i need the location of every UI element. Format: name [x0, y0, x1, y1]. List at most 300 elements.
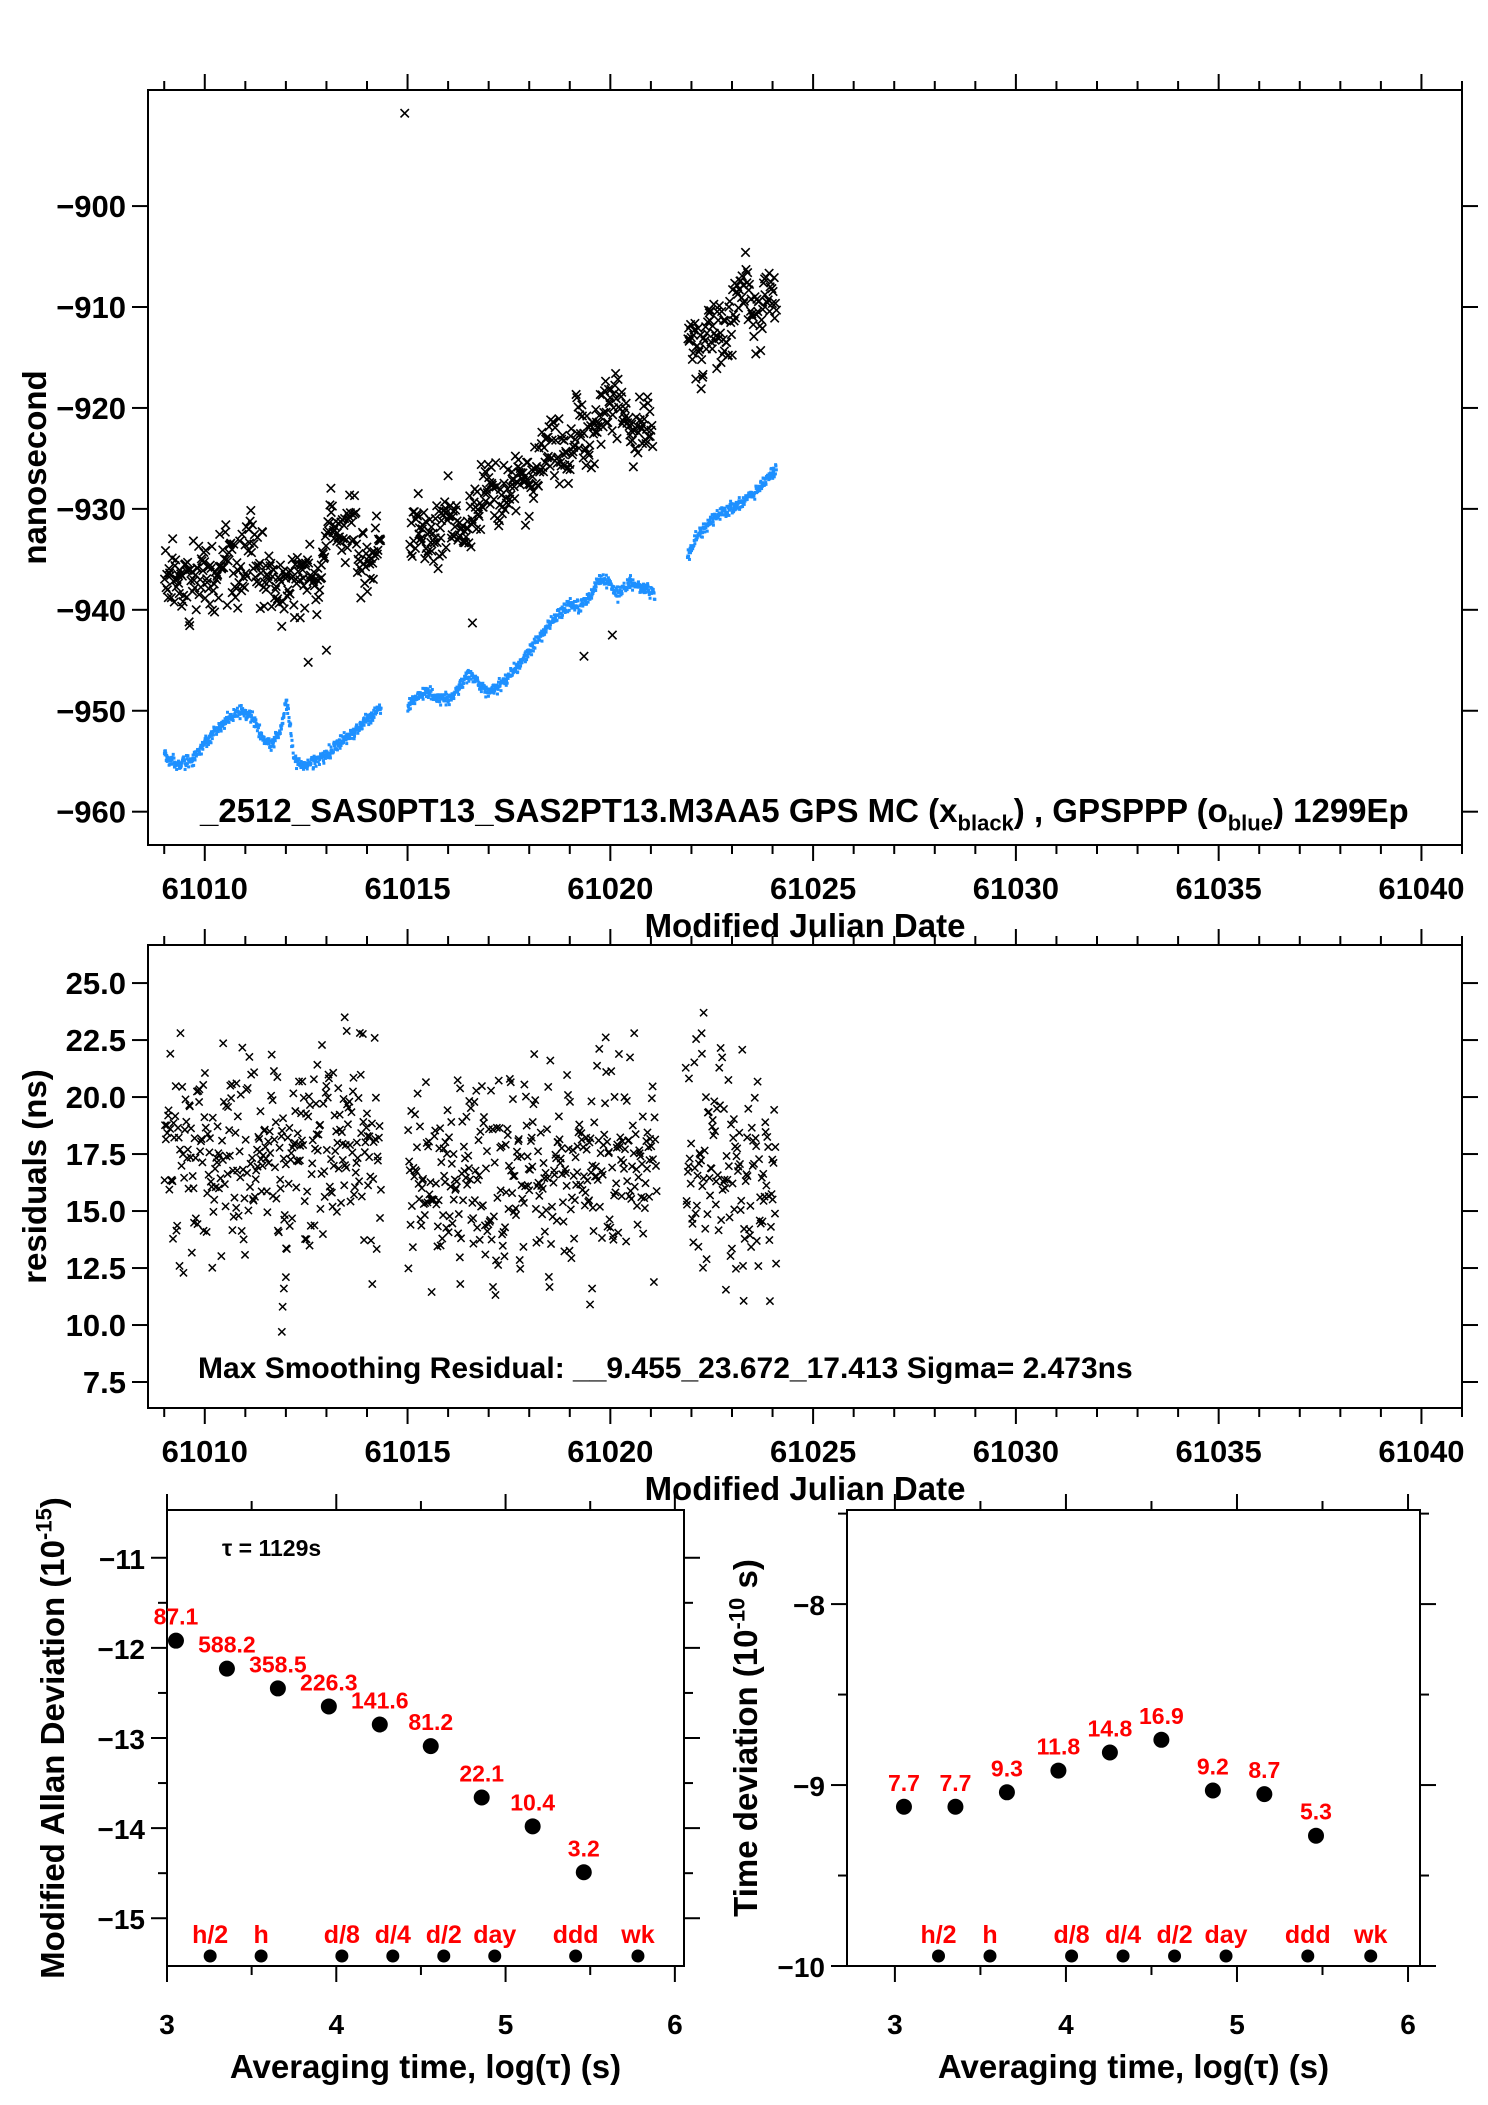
category-dot — [1117, 1950, 1130, 1963]
scatter-mark — [774, 464, 777, 467]
category-dot — [204, 1950, 217, 1963]
scatter-mark — [271, 1136, 278, 1143]
scatter-mark — [344, 1121, 351, 1128]
point-value-label: 11.8 — [1036, 1733, 1081, 1760]
category-dot — [335, 1950, 348, 1963]
scatter-mark — [197, 583, 205, 591]
scatter-mark — [574, 1169, 581, 1176]
x-tick-label: 5 — [1229, 2009, 1245, 2040]
category-label: d/8 — [323, 1921, 360, 1949]
scatter-mark — [172, 757, 175, 760]
scatter-mark — [634, 1221, 641, 1228]
scatter-mark — [314, 1061, 321, 1068]
scatter-mark — [563, 1182, 570, 1189]
scatter-mark — [541, 1228, 548, 1235]
scatter-mark — [733, 1153, 740, 1160]
y-axis-title: Modified Allan Deviation $(10^{-15})$ — [31, 1497, 71, 1979]
y-tick-label: −13 — [97, 1724, 145, 1755]
y-tick-label: 10.0 — [65, 1308, 126, 1344]
point-value-label: 5.3 — [1300, 1798, 1332, 1825]
scatter-mark — [408, 552, 416, 560]
scatter-mark — [595, 585, 598, 588]
scatter-mark — [471, 1197, 478, 1204]
scatter-mark — [413, 702, 416, 705]
scatter-mark — [642, 1180, 649, 1187]
point-value-label: 588.2 — [198, 1631, 256, 1658]
scatter-mark — [221, 1181, 228, 1188]
scatter-mark — [469, 1215, 476, 1222]
scatter-mark — [413, 1144, 420, 1151]
scatter-mark — [602, 1034, 609, 1041]
scatter-mark — [212, 733, 215, 736]
x-tick-label: 61040 — [1378, 1434, 1465, 1469]
scatter-mark — [422, 1079, 429, 1086]
scatter-mark — [335, 1085, 342, 1092]
scatter-mark — [763, 1182, 770, 1189]
scatter-mark — [277, 1176, 284, 1183]
scatter-mark — [218, 1137, 225, 1144]
scatter-mark — [252, 1176, 259, 1183]
scatter-mark — [463, 1113, 470, 1120]
scatter-mark — [244, 1169, 251, 1176]
y-tick-label: −14 — [97, 1814, 145, 1846]
scatter-mark — [582, 603, 585, 606]
scatter-mark — [166, 1186, 173, 1193]
category-label: wk — [621, 1921, 655, 1949]
scatter-mark — [281, 722, 284, 725]
scatter-mark — [432, 1180, 439, 1187]
scatter-mark — [377, 1186, 384, 1193]
scatter-mark — [568, 609, 571, 612]
scatter-mark — [769, 287, 777, 295]
scatter-mark — [357, 1071, 364, 1078]
scatter-mark — [361, 727, 364, 730]
y-axis-title: Time deviation ($10^{-10}$ s) — [724, 1559, 764, 1917]
scatter-mark — [263, 736, 266, 739]
scatter-mark — [405, 1127, 412, 1134]
scatter-mark — [719, 1054, 726, 1061]
scatter-mark — [373, 1245, 380, 1252]
plot-frame — [148, 945, 1462, 1408]
scatter-mark — [176, 1262, 183, 1269]
scatter-mark — [264, 1209, 271, 1216]
scatter-mark — [329, 756, 332, 759]
scatter-mark — [276, 1144, 283, 1151]
scatter-mark — [467, 543, 475, 551]
scatter-mark — [722, 1185, 729, 1192]
scatter-mark — [644, 1129, 651, 1136]
scatter-mark — [318, 1041, 325, 1048]
scatter-mark — [626, 588, 629, 591]
scatter-mark — [525, 512, 533, 520]
scatter-mark — [621, 592, 624, 595]
scatter-mark — [295, 767, 298, 770]
scatter-mark — [700, 1009, 707, 1016]
scatter-mark — [322, 646, 330, 654]
scatter-mark — [343, 1164, 350, 1171]
residual-note: Max Smoothing Residual: __9.455_23.672_17.413 Sigma= 2.473ns — [198, 1352, 1133, 1385]
category-label: ddd — [552, 1921, 599, 1949]
point-value-label: 87.1 — [153, 1603, 199, 1630]
scatter-mark — [187, 1125, 194, 1132]
category-dot — [1065, 1950, 1078, 1963]
scatter-mark — [279, 732, 282, 735]
scatter-mark — [202, 1124, 209, 1131]
scatter-mark — [318, 763, 321, 766]
scatter-mark — [226, 711, 229, 714]
scatter-mark — [746, 498, 749, 501]
scatter-mark — [516, 670, 519, 673]
scatter-mark — [232, 719, 235, 722]
scatter-mark — [623, 582, 626, 585]
x-axis-title: Modified Julian Date — [644, 907, 966, 944]
scatter-mark — [343, 731, 346, 734]
point-value-label: 22.1 — [459, 1760, 505, 1787]
scatter-mark — [484, 695, 487, 698]
scatter-mark — [629, 463, 637, 471]
scatter-mark — [291, 744, 294, 747]
scatter-mark — [429, 685, 432, 688]
scatter-mark — [652, 1162, 659, 1169]
scatter-mark — [192, 606, 200, 614]
scatter-mark — [416, 1123, 423, 1130]
scatter-mark — [536, 1192, 543, 1199]
scatter-mark — [449, 1220, 456, 1227]
scatter-mark — [333, 1208, 340, 1215]
scatter-mark — [222, 1203, 229, 1210]
scatter-mark — [567, 425, 575, 433]
scatter-mark — [301, 1198, 308, 1205]
scatter-mark — [560, 1218, 567, 1225]
data-point — [1205, 1782, 1221, 1798]
scatter-mark — [448, 1160, 455, 1167]
scatter-mark — [644, 399, 652, 407]
scatter-mark — [448, 1118, 455, 1125]
scatter-mark — [460, 1143, 467, 1150]
scatter-mark — [586, 441, 594, 449]
scatter-mark — [698, 1050, 705, 1057]
scatter-mark — [373, 716, 376, 719]
scatter-mark — [521, 521, 529, 529]
scatter-mark — [653, 1187, 660, 1194]
scatter-mark — [587, 601, 590, 604]
scatter-mark — [774, 472, 777, 475]
scatter-mark — [199, 1159, 206, 1166]
scatter-mark — [257, 726, 260, 729]
scatter-mark — [314, 593, 322, 601]
data-point — [372, 1716, 388, 1732]
scatter-mark — [550, 1179, 557, 1186]
scatter-mark — [755, 1262, 762, 1269]
scatter-mark — [220, 730, 223, 733]
scatter-mark — [256, 729, 259, 732]
scatter-mark — [314, 1147, 321, 1154]
scatter-mark — [183, 1118, 190, 1125]
scatter-mark — [549, 624, 552, 627]
y-tick-label: −930 — [56, 491, 126, 527]
y-axis-title: nanosecond — [16, 370, 53, 565]
scatter-mark — [635, 393, 643, 401]
scatter-mark — [290, 734, 293, 737]
deviation-points — [154, 1604, 600, 1881]
scatter-mark — [287, 707, 290, 710]
scatter-mark — [564, 479, 572, 487]
series-residuals — [161, 1009, 780, 1335]
scatter-mark — [631, 1030, 638, 1037]
scatter-mark — [563, 1071, 570, 1078]
scatter-mark — [438, 1159, 445, 1166]
scatter-mark — [309, 1160, 316, 1167]
y-axis-title: residuals (ns) — [16, 1069, 53, 1284]
scatter-mark — [336, 748, 339, 751]
scatter-mark — [745, 1105, 752, 1112]
x-tick-label: 61015 — [364, 871, 451, 906]
scatter-mark — [720, 1105, 727, 1112]
scatter-mark — [409, 1244, 416, 1251]
scatter-mark — [491, 459, 499, 467]
scatter-mark — [211, 1196, 218, 1203]
scatter-mark — [477, 1128, 484, 1135]
scatter-mark — [168, 535, 176, 543]
scatter-mark — [737, 1206, 744, 1213]
scatter-mark — [350, 1074, 357, 1081]
scatter-mark — [494, 1194, 501, 1201]
scatter-mark — [454, 1077, 461, 1084]
scatter-mark — [351, 1183, 358, 1190]
scatter-mark — [488, 1236, 495, 1243]
scatter-mark — [240, 704, 243, 707]
scatter-mark — [653, 598, 656, 601]
axis-ticks — [831, 1494, 1436, 1982]
scatter-mark — [716, 1064, 723, 1071]
scatter-mark — [583, 1146, 590, 1153]
scatter-mark — [257, 1108, 264, 1115]
point-value-label: 358.5 — [249, 1651, 307, 1678]
scatter-mark — [504, 1131, 511, 1138]
scatter-mark — [591, 1119, 598, 1126]
scatter-mark — [439, 1235, 446, 1242]
scatter-mark — [476, 677, 479, 680]
data-point — [474, 1789, 490, 1805]
scatter-mark — [640, 1230, 647, 1237]
scatter-mark — [553, 1217, 560, 1224]
scatter-mark — [623, 1097, 630, 1104]
scatter-mark — [316, 1121, 323, 1128]
scatter-mark — [480, 690, 483, 693]
scatter-mark — [446, 1213, 453, 1220]
scatter-mark — [355, 550, 363, 558]
x-tick-label: 61030 — [972, 1434, 1059, 1469]
scatter-mark — [233, 1204, 240, 1211]
scatter-mark — [555, 480, 563, 488]
scatter-mark — [326, 751, 329, 754]
scatter-mark — [217, 1175, 224, 1182]
scatter-mark — [620, 1165, 627, 1172]
scatter-mark — [288, 1215, 295, 1222]
scatter-mark — [536, 1236, 543, 1243]
scatter-mark — [475, 1137, 482, 1144]
scatter-mark — [161, 1177, 168, 1184]
scatter-mark — [204, 1190, 211, 1197]
scatter-mark — [770, 314, 778, 322]
scatter-mark — [534, 482, 542, 490]
scatter-mark — [593, 1062, 600, 1069]
scatter-mark — [282, 716, 285, 719]
scatter-mark — [631, 589, 634, 592]
scatter-mark — [601, 377, 609, 385]
scatter-mark — [752, 350, 760, 358]
scatter-mark — [534, 1148, 541, 1155]
scatter-mark — [775, 468, 778, 471]
scatter-mark — [235, 1212, 242, 1219]
x-tick-label: 61030 — [972, 871, 1059, 906]
scatter-mark — [491, 1159, 498, 1166]
scatter-mark — [588, 1098, 595, 1105]
scatter-mark — [305, 1113, 312, 1120]
x-tick-label: 61025 — [770, 871, 857, 906]
category-dot — [569, 1950, 582, 1963]
scatter-mark — [635, 1174, 642, 1181]
scatter-mark — [728, 1245, 735, 1252]
x-tick-label: 61020 — [567, 1434, 654, 1469]
category-dot — [437, 1950, 450, 1963]
category-dot — [386, 1950, 399, 1963]
scatter-mark — [689, 1220, 696, 1227]
scatter-mark — [234, 1113, 241, 1120]
category-label: h/2 — [920, 1921, 957, 1949]
category-label: day — [1204, 1921, 1248, 1949]
scatter-mark — [184, 1146, 191, 1153]
category-dot — [631, 1950, 644, 1963]
scatter-mark — [771, 1106, 778, 1113]
scatter-mark — [626, 1054, 633, 1061]
scatter-mark — [341, 1182, 348, 1189]
scatter-mark — [582, 1189, 589, 1196]
scatter-mark — [304, 1188, 311, 1195]
x-tick-label: 4 — [328, 2009, 345, 2040]
scatter-mark — [341, 1014, 348, 1021]
scatter-mark — [545, 631, 548, 634]
scatter-mark — [223, 727, 226, 730]
scatter-mark — [526, 655, 529, 658]
point-value-label: 14.8 — [1087, 1715, 1133, 1742]
y-tick-label: 22.5 — [65, 1023, 126, 1059]
scatter-mark — [441, 1172, 448, 1179]
scatter-mark — [489, 1283, 496, 1290]
scatter-mark — [337, 1199, 344, 1206]
scatter-mark — [181, 1126, 188, 1133]
scatter-mark — [726, 1214, 733, 1221]
scatter-mark — [529, 1163, 536, 1170]
scatter-mark — [317, 1205, 324, 1212]
scatter-mark — [234, 604, 242, 612]
scatter-mark — [506, 682, 509, 685]
scatter-mark — [561, 614, 564, 617]
y-tick-label: −15 — [97, 1904, 145, 1936]
scatter-mark — [608, 631, 616, 639]
scatter-mark — [310, 762, 313, 765]
scatter-mark — [322, 762, 325, 765]
scatter-mark — [353, 735, 356, 738]
scatter-mark — [174, 1124, 181, 1131]
scatter-mark — [598, 1234, 605, 1241]
x-tick-label: 3 — [159, 2009, 175, 2040]
scatter-mark — [240, 1236, 247, 1243]
scatter-mark — [414, 1090, 421, 1097]
x-tick-label: 3 — [887, 2009, 903, 2040]
y-tick-label: −9 — [793, 1771, 825, 1803]
scatter-mark — [445, 1134, 452, 1141]
category-dot — [983, 1950, 996, 1963]
scatter-mark — [568, 1255, 575, 1262]
scatter-mark — [457, 1280, 464, 1287]
category-markers — [920, 1921, 1387, 1963]
scatter-mark — [350, 491, 358, 499]
scatter-mark — [772, 1260, 779, 1267]
scatter-mark — [524, 1153, 531, 1160]
category-dot — [255, 1950, 268, 1963]
y-tick-label: −12 — [97, 1633, 145, 1665]
y-tick-label: −910 — [56, 290, 126, 326]
scatter-mark — [178, 1162, 185, 1169]
scatter-mark — [572, 1154, 579, 1161]
category-dot — [1301, 1950, 1314, 1963]
scatter-mark — [693, 542, 696, 545]
point-value-label: 7.7 — [887, 1769, 920, 1796]
scatter-mark — [692, 375, 700, 383]
scatter-mark — [288, 716, 291, 719]
scatter-mark — [353, 1139, 360, 1146]
scatter-mark — [473, 488, 481, 496]
scatter-mark — [461, 686, 464, 689]
scatter-mark — [569, 597, 572, 600]
scatter-mark — [509, 1095, 516, 1102]
scatter-mark — [174, 1222, 181, 1229]
scatter-mark — [755, 1156, 762, 1163]
x-axis-title: Averaging time, log(τ) (s) — [937, 2048, 1330, 2085]
category-label: d/2 — [425, 1921, 462, 1949]
scatter-mark — [765, 1143, 772, 1150]
scatter-mark — [205, 1171, 212, 1178]
data-point — [1102, 1744, 1118, 1760]
scatter-mark — [169, 1235, 176, 1242]
scatter-mark — [197, 1148, 204, 1155]
scatter-mark — [181, 1174, 188, 1181]
scatter-mark — [589, 1204, 596, 1211]
scatter-mark — [341, 558, 349, 566]
scatter-mark — [725, 1163, 732, 1170]
scatter-mark — [277, 736, 280, 739]
scatter-mark — [601, 1100, 608, 1107]
scatter-mark — [448, 703, 451, 706]
scatter-mark — [247, 506, 255, 514]
scatter-mark — [590, 460, 598, 468]
category-label: d/4 — [374, 1921, 411, 1949]
category-label: h — [982, 1921, 998, 1949]
point-value-label: 9.2 — [1196, 1753, 1229, 1780]
scatter-mark — [418, 1184, 425, 1191]
scatter-mark — [629, 1122, 636, 1129]
scatter-mark — [162, 1136, 169, 1143]
x-axis-title: Averaging time, log(τ) (s) — [229, 2048, 622, 2085]
y-tick-label: −940 — [56, 592, 126, 628]
scatter-mark — [765, 483, 768, 486]
scatter-mark — [698, 1030, 705, 1037]
scatter-mark — [306, 767, 309, 770]
scatter-mark — [726, 297, 734, 305]
scatter-mark — [615, 1050, 622, 1057]
scatter-mark — [296, 614, 304, 622]
